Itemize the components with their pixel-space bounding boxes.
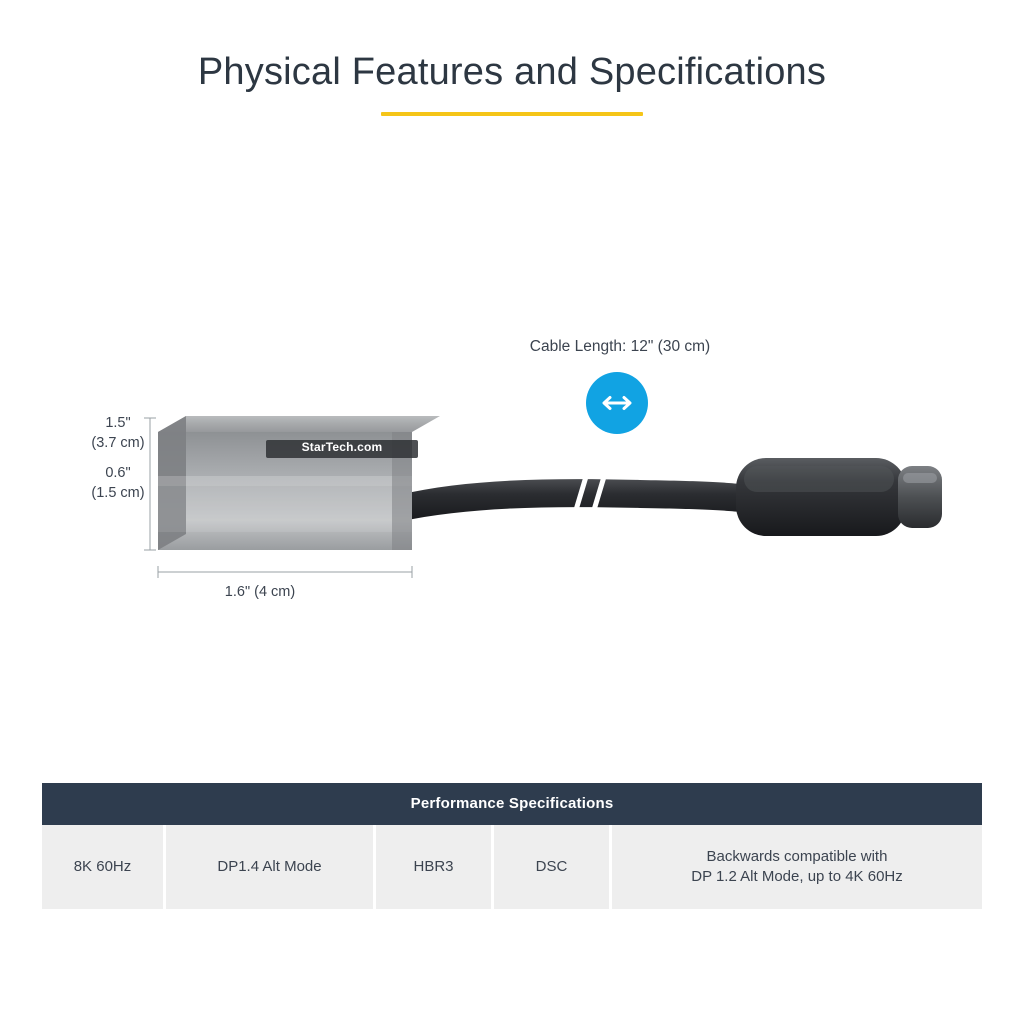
page-header — [0, 52, 1024, 116]
housing-highlight-2 — [158, 486, 412, 532]
page-title: Physical Features and Specifications — [197, 51, 827, 93]
cable-body — [398, 479, 740, 522]
dimension-height-label — [82, 414, 154, 453]
housing-top-face — [158, 416, 440, 432]
spec-cell-resolution: 8K 60Hz — [42, 825, 166, 909]
spec-table-row — [42, 825, 982, 909]
product-diagram — [0, 300, 1024, 720]
dimension-height-value-in: 1.5" — [105, 415, 131, 431]
dimension-height-value-cm: (3.7 cm) — [91, 434, 145, 451]
spec-cell-hbr3: HBR3 — [376, 825, 494, 909]
brand-logo-text: StarTech.com — [301, 440, 383, 454]
spec-table-header: Performance Specifications — [42, 783, 982, 825]
cable-length-label: Cable Length: 12" (30 cm) — [529, 338, 711, 355]
dimension-depth-value-in: 0.6" — [105, 465, 131, 481]
housing-highlight — [158, 476, 412, 486]
performance-specifications-table — [42, 783, 982, 909]
spec-cell-dsc: DSC — [494, 825, 612, 909]
title-underline-accent — [381, 112, 643, 116]
dimension-width-label: 1.6" (4 cm) — [224, 584, 296, 600]
spec-cell-alt-mode: DP1.4 Alt Mode — [166, 825, 376, 909]
usb-c-connector — [736, 458, 942, 536]
adapter-illustration — [0, 300, 1024, 720]
dimension-depth-label — [82, 464, 154, 503]
spec-cell-backwards-compatible — [612, 825, 982, 909]
dimension-depth-value-cm: (1.5 cm) — [91, 484, 145, 501]
spec-backwards-line1: Backwards compatible with — [706, 847, 888, 865]
spec-backwards-line2: DP 1.2 Alt Mode, up to 4K 60Hz — [691, 868, 903, 885]
